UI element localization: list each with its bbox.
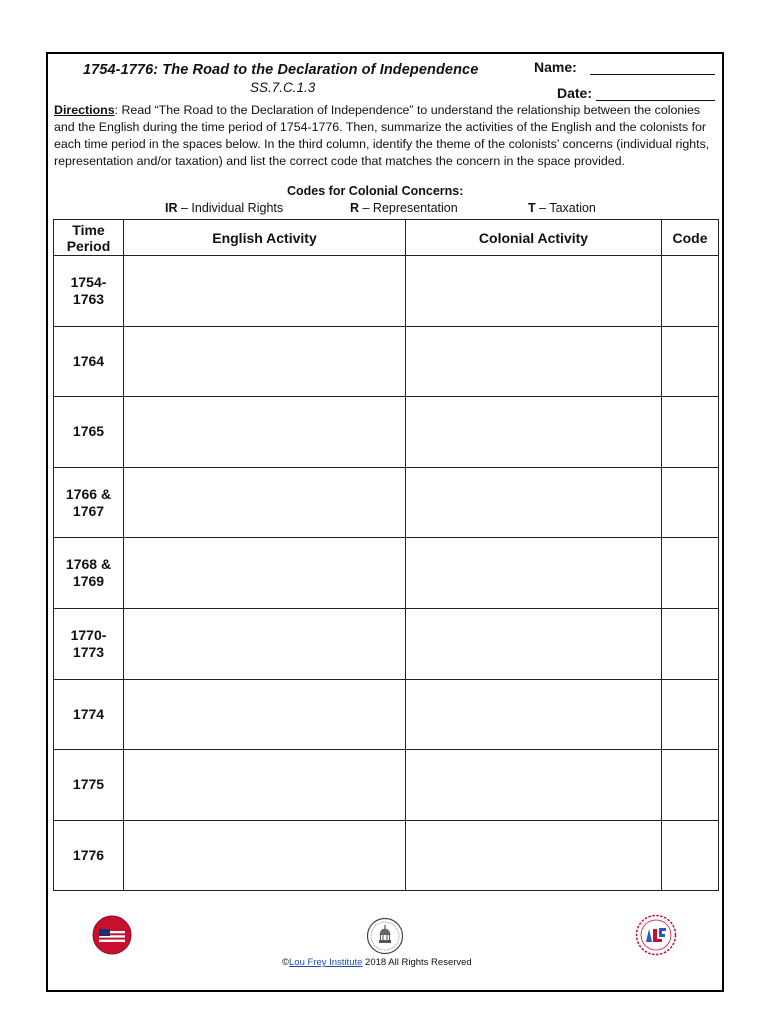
time-period-cell: 1765: [54, 397, 124, 468]
directions-paragraph: [54, 102, 714, 170]
date-label: Date:: [557, 85, 593, 101]
standard-code: SS.7.C.1.3: [250, 80, 316, 95]
table-row: [54, 326, 719, 397]
table-header-row: [54, 220, 719, 256]
lou-frey-link[interactable]: Lou Frey Institute: [289, 957, 363, 968]
time-period-cell: 1766 & 1767: [54, 467, 124, 538]
english-activity-cell[interactable]: [124, 679, 406, 750]
name-field[interactable]: [590, 74, 715, 75]
code-cell[interactable]: [662, 467, 719, 538]
colonial-activity-cell[interactable]: [406, 679, 662, 750]
code-taxation: T – Taxation: [528, 201, 596, 215]
copyright-footer: ©Lou Frey Institute 2018 All Rights Reserved: [282, 957, 472, 968]
header-english-activity: English Activity: [124, 220, 406, 256]
table-row: [54, 467, 719, 538]
codes-heading: Codes for Colonial Concerns:: [287, 184, 464, 198]
colonial-activity-cell[interactable]: [406, 608, 662, 679]
code-cell[interactable]: [662, 326, 719, 397]
institute-logo-icon: [635, 914, 677, 956]
table-row: [54, 750, 719, 821]
english-activity-cell[interactable]: [124, 326, 406, 397]
code-representation: R – Representation: [350, 201, 458, 215]
english-activity-cell[interactable]: [124, 467, 406, 538]
colonial-activity-cell[interactable]: [406, 750, 662, 821]
english-activity-cell[interactable]: [124, 608, 406, 679]
table-row: [54, 538, 719, 609]
table-row: [54, 256, 719, 327]
time-period-cell: 1775: [54, 750, 124, 821]
colonial-activity-cell[interactable]: [406, 326, 662, 397]
colonial-activity-cell[interactable]: [406, 467, 662, 538]
colonial-activity-cell[interactable]: [406, 538, 662, 609]
colonial-activity-cell[interactable]: [406, 820, 662, 891]
table-row: [54, 608, 719, 679]
code-cell[interactable]: [662, 608, 719, 679]
time-period-cell: 1764: [54, 326, 124, 397]
code-cell[interactable]: [662, 750, 719, 821]
worksheet-title: 1754-1776: The Road to the Declaration of Independence: [83, 62, 479, 78]
header-code: Code: [662, 220, 719, 256]
colonial-activity-cell[interactable]: [406, 256, 662, 327]
time-period-cell: 1770-1773: [54, 608, 124, 679]
code-cell[interactable]: [662, 256, 719, 327]
header-colonial-activity: Colonial Activity: [406, 220, 662, 256]
time-period-cell: 1754-1763: [54, 256, 124, 327]
activity-table: [53, 219, 719, 891]
directions-text: : Read “The Road to the Declaration of Independence” to understand the relationship between the colonies and the English during the time period of 1754-1776. Then, summarize the activities of the English and the colonists for each time period in the spaces below. In the third column, identify the theme of the colonists’ concerns (individual rights, representation and/or taxation) and list the correct code that matches the concern in the space provided.: [54, 103, 710, 168]
capitol-seal-icon: [366, 917, 404, 955]
date-field[interactable]: [596, 100, 715, 101]
time-period-cell: 1776: [54, 820, 124, 891]
code-cell[interactable]: [662, 679, 719, 750]
time-period-cell: 1768 & 1769: [54, 538, 124, 609]
table-row: [54, 820, 719, 891]
code-cell[interactable]: [662, 820, 719, 891]
code-cell[interactable]: [662, 397, 719, 468]
flag-seal-icon: [92, 915, 132, 955]
english-activity-cell[interactable]: [124, 397, 406, 468]
english-activity-cell[interactable]: [124, 820, 406, 891]
name-label: Name:: [534, 59, 577, 75]
code-cell[interactable]: [662, 538, 719, 609]
directions-label: Directions: [54, 103, 115, 117]
time-period-cell: 1774: [54, 679, 124, 750]
table-row: [54, 679, 719, 750]
english-activity-cell[interactable]: [124, 538, 406, 609]
table-row: [54, 397, 719, 468]
english-activity-cell[interactable]: [124, 256, 406, 327]
colonial-activity-cell[interactable]: [406, 397, 662, 468]
english-activity-cell[interactable]: [124, 750, 406, 821]
header-time-period: Time Period: [54, 220, 124, 256]
code-individual-rights: IR – Individual Rights: [165, 201, 284, 215]
